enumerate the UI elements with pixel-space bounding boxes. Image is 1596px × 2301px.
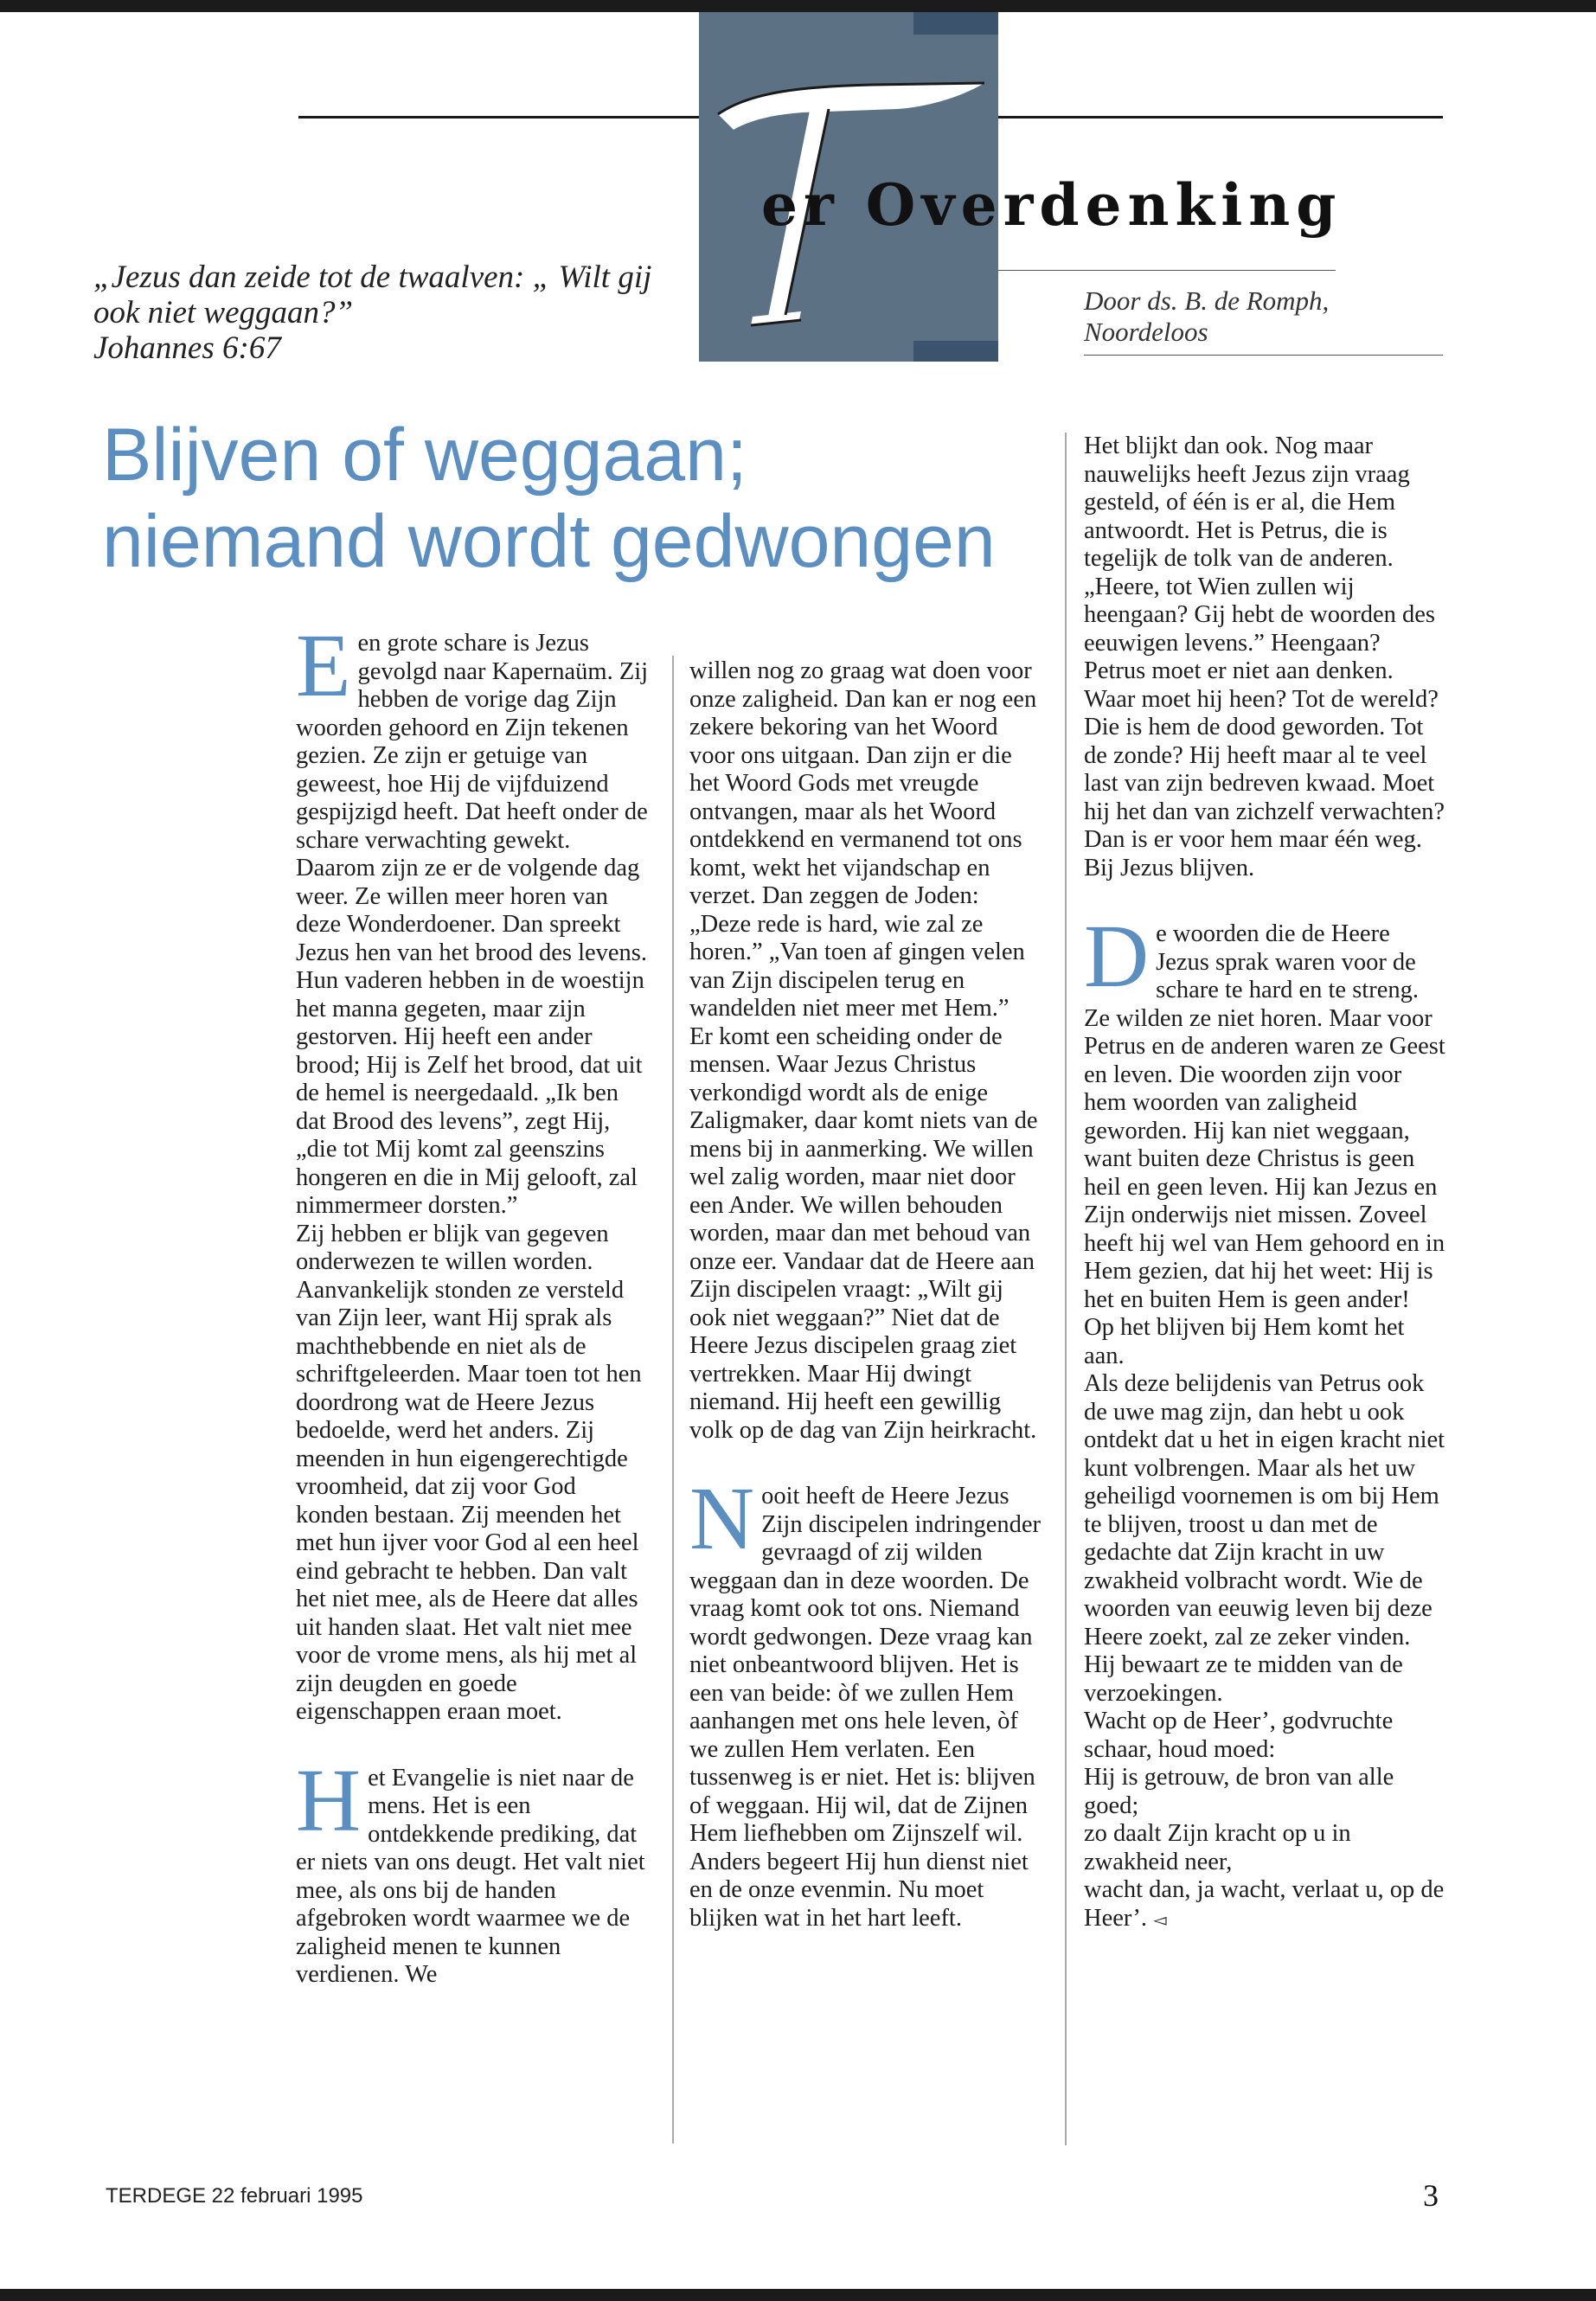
bible-quote-reference: Johannes 6:67: [93, 330, 281, 366]
scan-edge-bottom: [0, 2289, 1596, 2301]
paragraph-1-text: en grote schare is Jezus gevolgd naar Kapernaüm. Zij hebben de vorige dag Zijn woorden gehoord en Zijn tekenen gezien. Ze zijn er getuige van geweest, hoe Hij de vijfduizend gespijzigd heeft. Dat heeft onder de schare verwachting gewekt. Daarom zijn ze er de volgende dag weer. Ze willen meer horen van deze Wonderdoener. Dan spreekt Jezus hen van het brood des levens. Hun vaderen hebben in de woestijn het manna gegeten, maar zijn gestorven. Hij heeft een ander brood; Hij is Zelf het brood, dat uit de hemel is neergedaald. „Ik ben dat Brood des levens”, zegt Hij, „die tot Mij komt zal geenszins hongeren en die in Mij gelooft, zal nimmermeer dorsten.”: [296, 630, 649, 1219]
title-underline: [998, 270, 1336, 271]
poem-line-1: Wacht op de Heer’, godvruchte schaar, houd moed:: [1084, 1708, 1394, 1763]
rubric-title: er Overdenking: [761, 171, 1343, 239]
paragraph-4: willen nog zo graag wat doen voor onze zaligheid. Dan kan er nog een zekere bekoring van het Woord voor ons uitgaan. Dan zijn er die het Woord Gods met vreugde ontvangen, maar als het Woord ontdekkend en vermanend tot ons komt, wekt het vijandschap en verzet. Dan zeggen de Joden: „Deze rede is hard, wie zal ze horen.” „Van toen af gingen velen van Zijn discipelen terug en wandelden niet meer met Hem.”: [689, 657, 1037, 1022]
byline-line2: Noordeloos: [1084, 317, 1208, 347]
drop-cap: E: [296, 616, 351, 715]
column-rule-1: [672, 656, 674, 2144]
poem-line-3: zo daalt Zijn kracht op u in zwakheid neer,: [1084, 1820, 1351, 1875]
byline-underline: [1084, 355, 1443, 356]
footer-publication: TERDEGE 22 februari 1995: [106, 2184, 363, 2208]
drop-cap: N: [689, 1469, 755, 1568]
poem-line-4-text: wacht dan, ja wacht, verlaat u, op de Heer’.: [1084, 1876, 1445, 1932]
paragraph-3: [296, 1750, 649, 1990]
bible-quote: [93, 260, 673, 366]
paragraph-7: Het blijkt dan ook. Nog maar nauwelijks heeft Jezus zijn vraag gesteld, of één is er al, die Hem antwoordt. Het is Petrus, die is tegelijk de tolk van de anderen. „Heere, tot Wien zullen wij heengaan? Gij hebt de woorden des eeuwigen levens.” Heengaan? Petrus moet er niet aan denken. Waar moet hij heen? Tot de wereld? Die is hem de dood geworden. Tot de zonde? Hij heeft maar al te veel last van zijn bedreven kwaad. Moet hij het dan van zichzelf verwachten? Dan is er voor hem maar één weg. Bij Jezus blijven.: [1084, 433, 1445, 881]
header-rule-right: [998, 116, 1443, 119]
byline-line1: Door ds. B. de Romph,: [1084, 285, 1330, 316]
article-column-2: [689, 657, 1044, 1932]
paragraph-1: [296, 616, 649, 1221]
drop-cap: D: [1084, 907, 1150, 1006]
paragraph-9: Als deze belijdenis van Petrus ook de uwe mag zijn, dan hebt u ook ontdekt dat u het in eigen kracht niet kunt volbrengen. Maar als het uw geheiligd voornemen is om bij Hem te blijven, troost u dan met de gedachte dat Zijn kracht in uw zwakheid volbracht wordt. Wie de woorden van eeuwig leven bij deze Heere zoekt, zal ze zeker vinden. Hij bewaart ze te midden van de verzoekingen.: [1084, 1370, 1445, 1707]
paragraph-3-text: et Evangelie is niet naar de mens. Het is een ontdekkende prediking, dat er niets van ons deugt. Het valt niet mee, als ons bij de handen afgebroken wordt waarmee we de zaligheid menen te kunnen verdienen. We: [296, 1764, 645, 1988]
page-number: 3: [1423, 2178, 1439, 2213]
header-rule-left: [298, 116, 701, 119]
paragraph-5: Er komt een scheiding onder de mensen. Waar Jezus Christus verkondigd wordt als de enige Zaligmaker, daar komt niets van de mens bij in aanmerking. We willen wel zalig worden, maar niet door een Ander. We willen behouden worden, maar dan met behoud van onze eer. Vandaar dat de Heere aan Zijn discipelen vraagt: „Wilt gij ook niet weggaan?” Niet dat de Heere Jezus discipelen graag ziet vertrekken. Maar Hij dwingt niemand. Hij heeft een gewillig volk op de dag van Zijn heirkracht.: [689, 1022, 1038, 1444]
paragraph-8-text: e woorden die de Heere Jezus sprak waren voor de schare te hard en te streng. Ze wilden ze niet horen. Maar voor Petrus en de anderen waren ze Geest en leven. Die woorden zijn voor hem woorden van zaligheid geworden. Hij kan niet weggaan, want buiten deze Christus is geen heil en geen leven. Hij kan Jezus en Zijn onderwijs niet missen. Zoveel heeft hij wel van Hem gehoord en in Hem gezien, dat hij het weet: Hij is het en buiten Hem is geen ander! Op het blijven bij Hem komt het aan.: [1084, 920, 1445, 1369]
paragraph-2: Zij hebben er blijk van gegeven onderwezen te willen worden. Aanvankelijk stonden ze versteld van Zijn leer, want Hij sprak als machthebbende en niet als de schriftgeleerden. Maar toen tot hen doordrong wat de Heere Jezus bedoelde, werd het anders. Zij meenden in hun eigengerechtigde vroomheid, dat zij voor God konden bestaan. Zij meenden het met hun ijver voor God al een heel eind gebracht te hebben. Dan valt het niet mee, als de Heere dat alles uit handen slaat. Het valt niet mee voor de vrome mens, als hij met al zijn deugden en goede eigenschappen eraan moet.: [296, 1220, 642, 1725]
paragraph-6-text: ooit heeft de Heere Jezus Zijn discipelen indringender gevraagd of zij wilden weggaan dan in deze woorden. De vraag komt ook tot ons. Niemand wordt gedwongen. Deze vraag kan niet onbeantwoord blijven. Het is een van beide: òf we zullen Hem aanhangen met ons hele leven, òf we zullen Hem verlaten. Een tussenweg is er niet. Het is: blijven of weggaan. Hij wil, dat de Zijnen Hem liefhebben om Zijnszelf wil. Anders begeert Hij hun dienst niet en de onze evenmin. Nu moet blijken wat in het hart leeft.: [689, 1483, 1042, 1932]
headline-line2: niemand wordt gedwongen: [102, 500, 996, 583]
article-headline: [102, 412, 1054, 585]
paragraph-6: [689, 1469, 1044, 1932]
article-column-1: [296, 616, 649, 1990]
author-byline: [1084, 285, 1447, 348]
drop-cap: H: [296, 1750, 362, 1850]
scan-edge-top: [0, 0, 1596, 12]
end-mark-icon: ◅: [1153, 1908, 1167, 1930]
headline-line1: Blijven of weggaan;: [102, 413, 747, 497]
poem-line-4: [1084, 1876, 1445, 1933]
bible-quote-text: „Jezus dan zeide tot de twaalven: „ Wilt gij ook niet weggaan?”: [93, 260, 652, 330]
column-rule-2: [1065, 433, 1067, 2145]
article-column-3: [1084, 433, 1445, 1933]
poem-line-2: Hij is getrouw, de bron van alle goed;: [1084, 1764, 1394, 1819]
paragraph-8: [1084, 907, 1445, 1370]
